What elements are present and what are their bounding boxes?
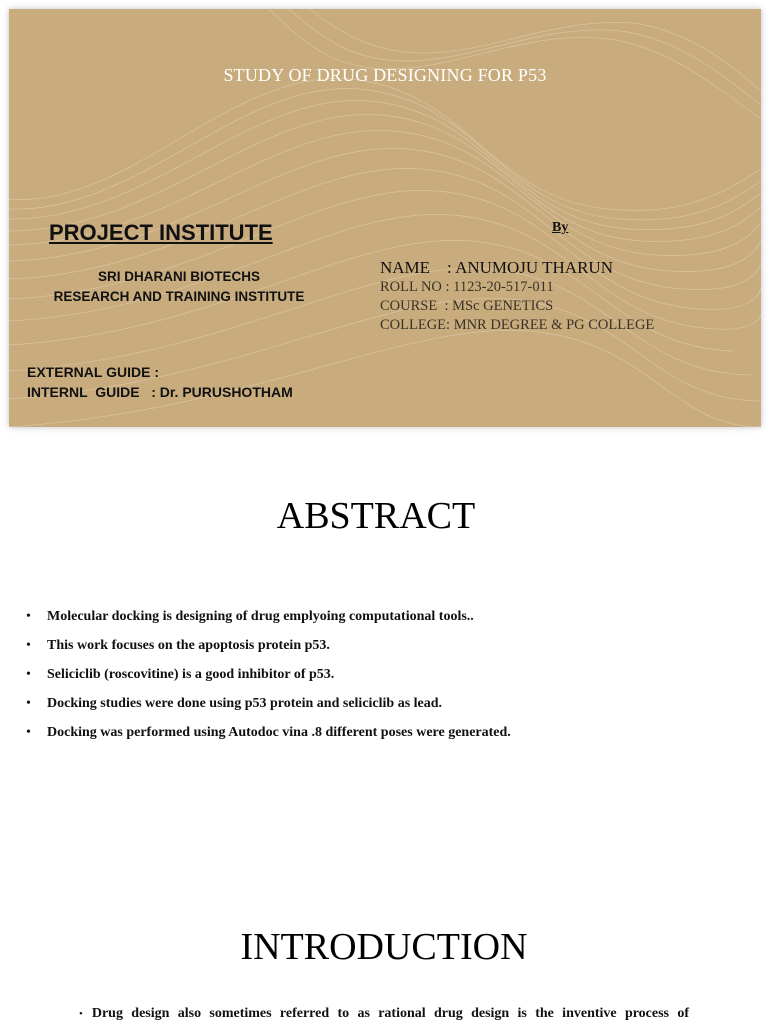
presentation-title: STUDY OF DRUG DESIGNING FOR P53 <box>223 65 547 85</box>
abstract-bullet: • Molecular docking is designing of drug emplyoing computational tools.. <box>26 606 511 635</box>
college: COLLEGE: MNR DEGREE & PG COLLEGE <box>380 317 655 333</box>
bullet-icon: • <box>26 696 31 711</box>
external-guide: EXTERNAL GUIDE : <box>27 364 159 380</box>
bullet-icon: • <box>26 609 31 624</box>
abstract-bullet: • This work focuses on the apoptosis protein p53. <box>26 635 511 664</box>
abstract-bullet: • Seliciclib (roscovitine) is a good inhibitor of p53. <box>26 664 511 693</box>
introduction-heading: INTRODUCTION <box>240 926 528 968</box>
introduction-bullet: • Drug design also sometimes referred to as rational drug design is the inventive process of <box>79 1006 689 1021</box>
abstract-bullet: • Docking was performed using Autodoc vina .8 different poses were generated. <box>26 722 511 751</box>
bullet-icon: • <box>26 638 31 653</box>
bullet-icon: • <box>26 667 31 682</box>
abstract-bullet: • Docking studies were done using p53 protein and seliciclib as lead. <box>26 693 511 722</box>
title-slide <box>9 9 761 427</box>
course: COURSE : MSc GENETICS <box>380 298 554 314</box>
project-institute-heading: PROJECT INSTITUTE <box>49 220 273 245</box>
abstract-heading: ABSTRACT <box>276 495 476 537</box>
bullet-icon: • <box>26 725 31 740</box>
student-name: NAME : ANUMOJU THARUN <box>380 258 613 277</box>
by-label: By <box>552 220 569 235</box>
roll-number: ROLL NO : 1123-20-517-011 <box>380 279 554 295</box>
abstract-bullet-list <box>26 606 511 751</box>
internal-guide: INTERNL GUIDE : Dr. PURUSHOTHAM <box>27 384 293 400</box>
bullet-icon: • <box>79 1008 83 1020</box>
institute-name-line1: SRI DHARANI BIOTECHS <box>97 269 260 284</box>
institute-name-line2: RESEARCH AND TRAINING INSTITUTE <box>53 289 305 304</box>
